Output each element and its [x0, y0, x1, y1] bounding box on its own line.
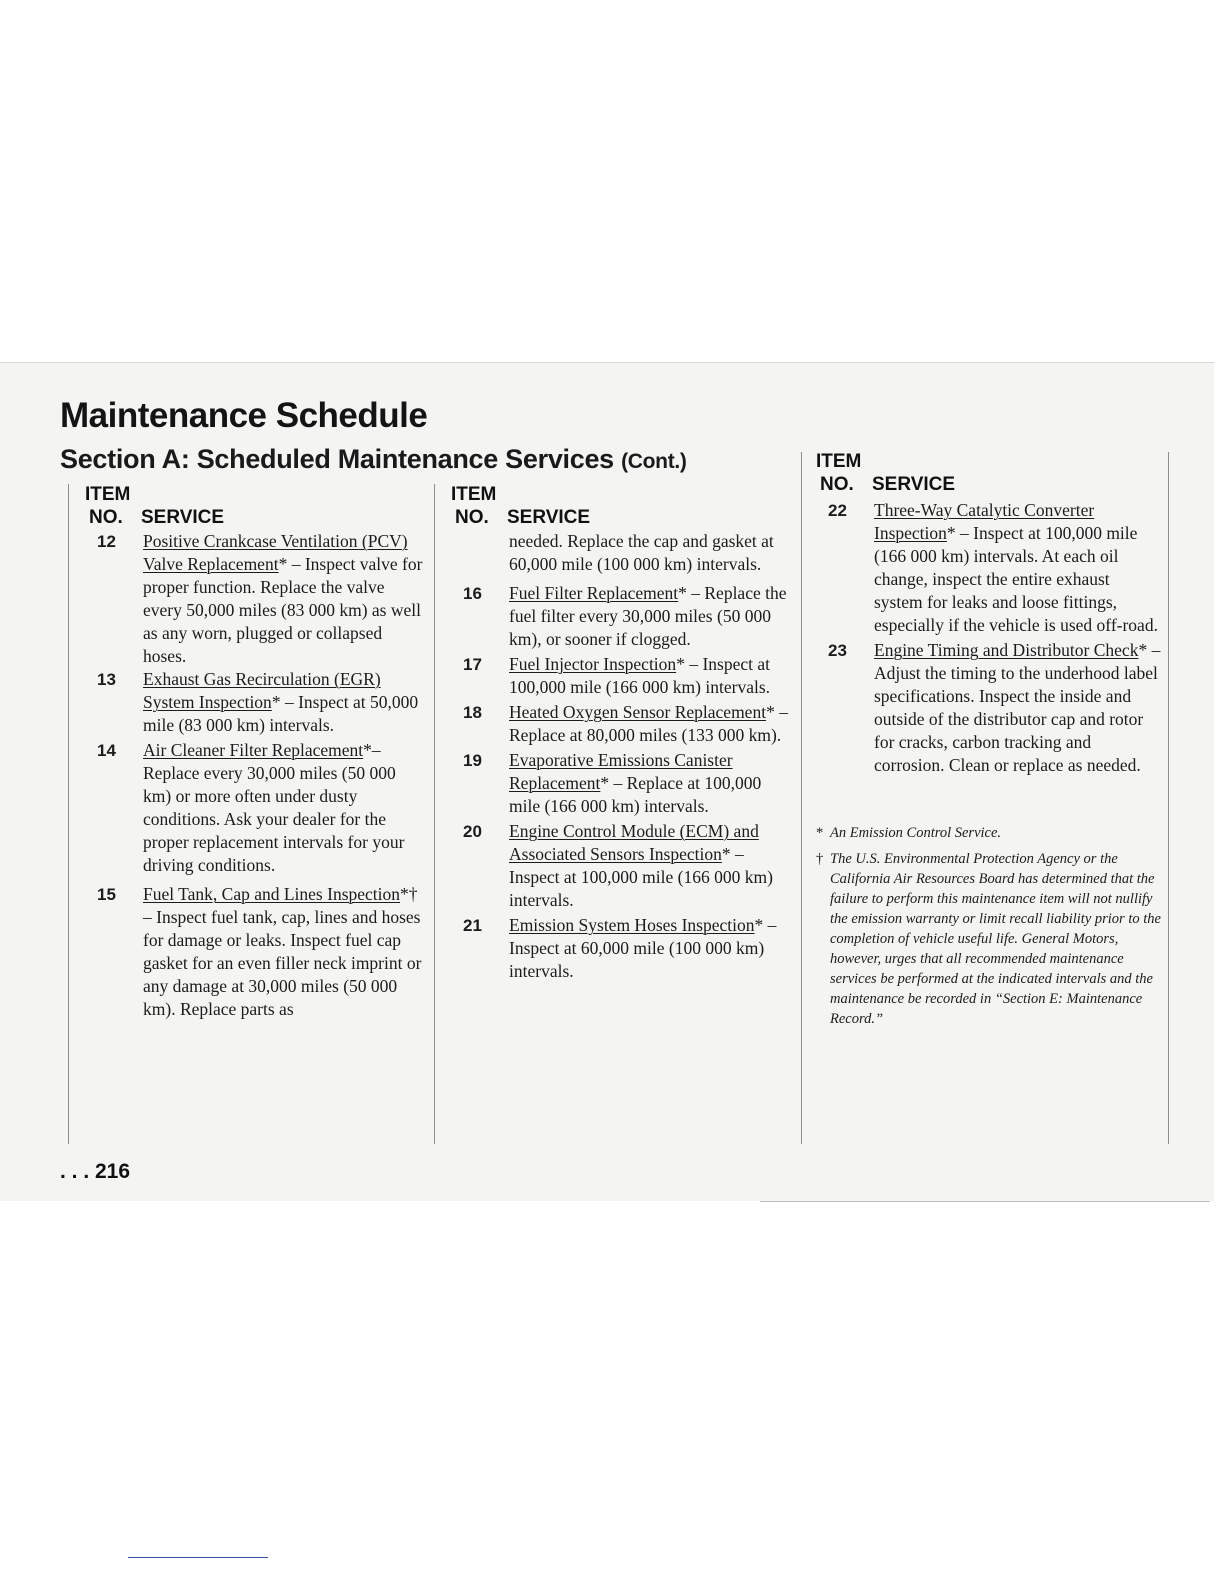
- item-heading: ITEM: [85, 484, 131, 505]
- no-heading: NO.: [89, 507, 123, 528]
- service-title: Heated Oxygen Sensor Replacement: [509, 702, 767, 722]
- item-number: 17: [463, 655, 482, 674]
- service-item-continued: [451, 530, 791, 576]
- no-heading: NO.: [455, 507, 489, 528]
- item-number: 20: [463, 822, 482, 841]
- service-item: [451, 914, 791, 983]
- column-divider: [1168, 452, 1169, 1144]
- item-number: 21: [463, 916, 482, 935]
- page-number: . . . 216: [60, 1160, 131, 1183]
- service-description: * – Replace at 100,000 mile (166 000 km) intervals.: [509, 773, 762, 816]
- footnote-text: An Emission Control Service.: [830, 825, 1002, 841]
- service-item: [816, 499, 1161, 637]
- service-item: [451, 582, 791, 651]
- service-item: [85, 739, 425, 877]
- service-item: [451, 749, 791, 818]
- footnote-text: The U.S. Environmental Protection Agency or the California Air Resources Board has determined that the failure to perform this maintenance item will not nullify the emission warranty or limit recall liability prior to the completion of vehicle useful life. General Motors, however, urges that all recommended maintenance services be performed at the indicated intervals and the maintenance be recorded in “Section E: Maintenance Record.”: [830, 851, 1161, 1027]
- service-description: *– Replace every 30,000 miles (50 000 km) or more often under dusty conditions. Ask your dealer for the proper replacement intervals for your driving conditions.: [143, 740, 405, 875]
- service-description: * – Adjust the timing to the underhood label specifications. Inspect the inside and outside of the distributor cap and rotor for cracks, carbon tracking and corrosion. Clean or replace as needed.: [874, 640, 1161, 775]
- service-title: Positive Crankcase Ventilation (PCV) Valve Replacement: [143, 531, 408, 574]
- item-number: 19: [463, 751, 482, 770]
- service-description: * – Replace the fuel filter every 30,000 miles (50 000 km), or sooner if clogged.: [509, 583, 787, 649]
- column-divider: [801, 452, 802, 1144]
- service-title: Engine Control Module (ECM) and Associated Sensors Inspection: [509, 821, 759, 864]
- service-column-1: [85, 483, 425, 1021]
- footnote: [816, 849, 1161, 1029]
- service-title: Three-Way Catalytic Converter Inspection: [874, 500, 1095, 543]
- service-description: * – Inspect at 60,000 mile (100 000 km) intervals.: [509, 915, 777, 981]
- page-title: Maintenance Schedule: [60, 396, 428, 435]
- item-heading: ITEM: [451, 484, 497, 505]
- service-description: * – Inspect at 100,000 mile (166 000 km) intervals.: [509, 844, 773, 910]
- service-title: Emission System Hoses Inspection: [509, 915, 755, 935]
- item-number: 18: [463, 703, 482, 722]
- service-column-3: [816, 450, 1161, 1029]
- service-description: * – Inspect valve for proper function. Replace the valve every 50,000 miles (83 000 km) as well as any worn, plugged or collapsed hoses.: [143, 554, 423, 666]
- column-header: [451, 483, 791, 529]
- item-number: 14: [97, 741, 116, 760]
- service-heading: SERVICE: [872, 474, 956, 495]
- service-title: Fuel Filter Replacement: [509, 583, 679, 603]
- service-item: [816, 639, 1161, 777]
- subtitle-text: Section A: Scheduled Maintenance Services: [60, 444, 614, 474]
- column-header: [85, 483, 425, 529]
- service-title: Fuel Injector Inspection: [509, 654, 677, 674]
- service-item: [451, 820, 791, 912]
- item-number: 15: [97, 885, 116, 904]
- footnote-mark: *: [816, 825, 824, 841]
- service-description: * – Replace at 80,000 miles (133 000 km).: [509, 702, 788, 745]
- service-column-2: [451, 483, 791, 983]
- service-description: *† – Inspect fuel tank, cap, lines and hoses for damage or leaks. Inspect fuel cap gasket for an even filler neck imprint or any damage at 30,000 miles (50 000 km). Replace parts as: [143, 884, 422, 1019]
- footnotes: [816, 823, 1161, 1029]
- item-number: 12: [97, 532, 116, 551]
- service-description: * – Inspect at 50,000 mile (83 000 km) intervals.: [143, 692, 419, 735]
- subtitle-cont: (Cont.): [621, 450, 687, 473]
- no-heading: NO.: [820, 474, 854, 495]
- column-header: [816, 450, 1161, 496]
- service-description: * – Inspect at 100,000 mile (166 000 km) intervals.: [509, 654, 771, 697]
- service-item: [451, 653, 791, 699]
- item-number: 16: [463, 584, 482, 603]
- item-number: 22: [828, 501, 847, 520]
- section-subtitle: [60, 444, 687, 475]
- service-title: Evaporative Emissions Canister Replacement: [509, 750, 733, 793]
- service-title: Air Cleaner Filter Replacement: [143, 740, 364, 760]
- footnote: [816, 823, 1161, 843]
- service-heading: SERVICE: [507, 507, 591, 528]
- service-item: [451, 701, 791, 747]
- service-description: needed. Replace the cap and gasket at 60,000 mile (100 000 km) intervals.: [509, 531, 774, 574]
- item-number: 13: [97, 670, 116, 689]
- item-heading: ITEM: [816, 451, 862, 472]
- bottom-rule: [760, 1201, 1210, 1202]
- column-divider: [434, 484, 435, 1144]
- item-number: 23: [828, 641, 847, 660]
- service-description: * – Inspect at 100,000 mile (166 000 km) intervals. At each oil change, inspect the entire exhaust system for leaks and loose fittings, especially if the vehicle is used off-road.: [874, 523, 1158, 635]
- service-title: Exhaust Gas Recirculation (EGR) System Inspection: [143, 669, 381, 712]
- service-title: Engine Timing and Distributor Check: [874, 640, 1139, 660]
- service-heading: SERVICE: [141, 507, 225, 528]
- corner-rule: [128, 1557, 268, 1558]
- service-item: [85, 668, 425, 737]
- service-item: [85, 883, 425, 1021]
- column-divider: [68, 484, 69, 1144]
- footnote-mark: †: [816, 851, 824, 867]
- service-item: [85, 530, 425, 668]
- service-title: Fuel Tank, Cap and Lines Inspection: [143, 884, 401, 904]
